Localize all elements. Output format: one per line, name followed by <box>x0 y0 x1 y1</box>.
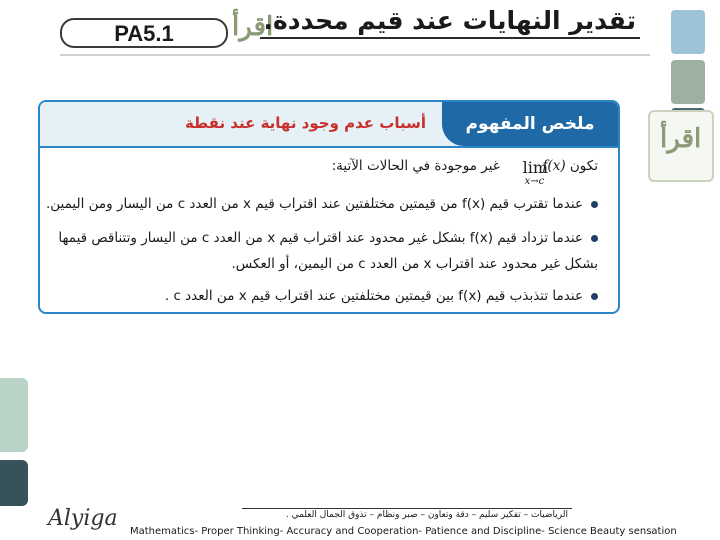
limit-notation <box>522 158 548 187</box>
lesson-code: PA5.1 <box>60 18 228 48</box>
decor-square-middle <box>671 60 705 104</box>
intro-before: تكون <box>569 158 598 174</box>
bullet-item-2-continued <box>231 256 598 272</box>
footer-arabic-values: الرياضيات – تفكير سليم – دقة وتعاون – صبر ونظام – تذوق الجمال العلمي . <box>285 510 568 520</box>
summary-header <box>40 102 618 148</box>
intro-fx: f(x) <box>542 158 566 174</box>
footer-english-values: Mathematics- Proper Thinking- Accuracy and Cooperation- Patience and Discipline- Science Beauty sensation <box>130 526 677 537</box>
bullet-dot-icon <box>591 201 598 208</box>
decor-square-top <box>671 10 705 54</box>
lim-subscript: x→c <box>524 176 545 187</box>
footer-divider <box>242 508 572 509</box>
bullet-text: عندما تزداد قيم f(x) بشكل غير محدود عند اقتراب قيم x من العدد c من اليسار وتتناقص قيمها <box>58 230 583 246</box>
concept-summary-box <box>38 100 620 314</box>
bullet-item-3 <box>165 288 598 304</box>
intro-line <box>332 158 598 174</box>
side-logo: اقرأ <box>660 124 702 154</box>
page-title: تقدير النهايات عند قيم محددة. <box>260 6 640 39</box>
iqra-logo: اقرأ <box>232 12 274 42</box>
bullet-item-2 <box>58 230 598 246</box>
bullet-dot-icon <box>591 235 598 242</box>
bullet-text: عندما تتذبذب قيم f(x) بين قيمتين مختلفتين عند اقتراب قيم x من العدد c . <box>164 288 583 304</box>
decor-left-dark <box>0 460 28 506</box>
decor-left-light <box>0 378 28 452</box>
header-divider <box>60 54 650 56</box>
bullet-text: بشكل غير محدود عند اقتراب x من العدد c من اليمين، أو العكس. <box>231 256 598 272</box>
bullet-text: عندما تقترب قيم f(x) من قيمتين مختلفتين عند اقتراب قيم x من العدد c من اليسار ومن اليمين. <box>45 196 583 212</box>
summary-subtitle: أسباب عدم وجود نهاية عند نقطة <box>184 114 426 132</box>
summary-tab: ملخص المفهوم <box>442 102 618 146</box>
lim-word: lim <box>522 158 548 177</box>
bullet-item-1 <box>46 196 598 212</box>
signature: Alyiga <box>48 506 118 531</box>
intro-after: غير موجودة في الحالات الآتية: <box>331 158 500 174</box>
bullet-dot-icon <box>591 293 598 300</box>
